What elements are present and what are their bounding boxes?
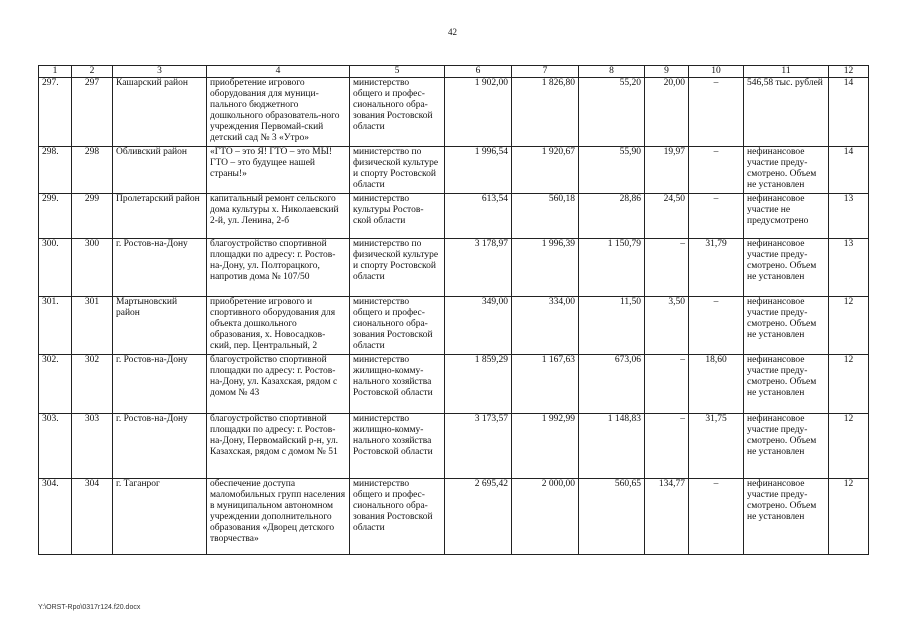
description-cell: обеспечение доступа маломобильных групп населения в муниципальном автономном учреждении дополнительного образования «Дворец детского творчества» bbox=[207, 479, 350, 555]
table-row bbox=[39, 355, 869, 414]
amount-other-cell: 31,75 bbox=[689, 414, 744, 479]
rank-cell: 12 bbox=[829, 355, 869, 414]
nonfinancial-cell: нефинансовое участие преду-смотрено. Объем не установлен bbox=[744, 479, 829, 555]
description-cell: благоустройство спортивной площадки по адресу: г. Ростов-на-Дону, ул. Полторацкого, напротив дома № 107/50 bbox=[207, 239, 350, 297]
row-number: 304. bbox=[39, 479, 72, 555]
amount-extra-cell: – bbox=[645, 239, 689, 297]
amount-local-cell: 1 150,79 bbox=[579, 239, 645, 297]
amount-regional-cell: 1 167,63 bbox=[512, 355, 579, 414]
amount-total-cell: 3 178,97 bbox=[445, 239, 512, 297]
column-header: 8 bbox=[579, 66, 645, 78]
amount-local-cell: 55,90 bbox=[579, 147, 645, 194]
projects-table bbox=[38, 65, 869, 555]
row-number: 298. bbox=[39, 147, 72, 194]
row-id: 301 bbox=[72, 297, 113, 355]
table-row bbox=[39, 414, 869, 479]
amount-other-cell: – bbox=[689, 78, 744, 147]
amount-regional-cell: 2 000,00 bbox=[512, 479, 579, 555]
amount-total-cell: 2 695,42 bbox=[445, 479, 512, 555]
nonfinancial-cell: 546,58 тыс. рублей bbox=[744, 78, 829, 147]
row-number: 299. bbox=[39, 194, 72, 239]
amount-total-cell: 349,00 bbox=[445, 297, 512, 355]
amount-extra-cell: 24,50 bbox=[645, 194, 689, 239]
amount-total-cell: 1 902,00 bbox=[445, 78, 512, 147]
district-cell: Пролетарский район bbox=[113, 194, 207, 239]
column-header: 10 bbox=[689, 66, 744, 78]
row-id: 302 bbox=[72, 355, 113, 414]
table-row bbox=[39, 194, 869, 239]
nonfinancial-cell: нефинансовое участие преду-смотрено. Объем не установлен bbox=[744, 414, 829, 479]
rank-cell: 14 bbox=[829, 78, 869, 147]
row-id: 300 bbox=[72, 239, 113, 297]
amount-other-cell: – bbox=[689, 194, 744, 239]
amount-extra-cell: – bbox=[645, 414, 689, 479]
column-header: 12 bbox=[829, 66, 869, 78]
amount-local-cell: 11,50 bbox=[579, 297, 645, 355]
amount-extra-cell: 20,00 bbox=[645, 78, 689, 147]
amount-regional-cell: 1 920,67 bbox=[512, 147, 579, 194]
column-header: 9 bbox=[645, 66, 689, 78]
table-row bbox=[39, 479, 869, 555]
amount-extra-cell: 134,77 bbox=[645, 479, 689, 555]
row-id: 299 bbox=[72, 194, 113, 239]
ministry-cell: министерство по физической культуре и спорту Ростовской области bbox=[350, 239, 445, 297]
amount-local-cell: 55,20 bbox=[579, 78, 645, 147]
rank-cell: 13 bbox=[829, 194, 869, 239]
ministry-cell: министерство общего и профес-сионального обра-зования Ростовской области bbox=[350, 479, 445, 555]
amount-total-cell: 3 173,57 bbox=[445, 414, 512, 479]
header-row bbox=[39, 66, 869, 78]
file-path-footer: Y:\ORST-Rpo\0317r124.f20.docx bbox=[38, 604, 141, 611]
table-row bbox=[39, 78, 869, 147]
description-cell: «ГТО – это Я! ГТО – это МЫ! ГТО – это будущее нашей страны!» bbox=[207, 147, 350, 194]
amount-regional-cell: 1 992,99 bbox=[512, 414, 579, 479]
column-header: 5 bbox=[350, 66, 445, 78]
page-number: 42 bbox=[448, 27, 457, 37]
rank-cell: 12 bbox=[829, 414, 869, 479]
amount-total-cell: 613,54 bbox=[445, 194, 512, 239]
nonfinancial-cell: нефинансовое участие не предусмотрено bbox=[744, 194, 829, 239]
description-cell: благоустройство спортивной площадки по адресу: г. Ростов-на-Дону, ул. Казахская, рядом с домом № 43 bbox=[207, 355, 350, 414]
nonfinancial-cell: нефинансовое участие преду-смотрено. Объем не установлен bbox=[744, 239, 829, 297]
ministry-cell: министерство жилищно-комму-нального хозяйства Ростовской области bbox=[350, 414, 445, 479]
table-row bbox=[39, 239, 869, 297]
column-header: 6 bbox=[445, 66, 512, 78]
ministry-cell: министерство общего и профес-сионального обра-зования Ростовской области bbox=[350, 78, 445, 147]
rank-cell: 14 bbox=[829, 147, 869, 194]
amount-regional-cell: 560,18 bbox=[512, 194, 579, 239]
district-cell: Мартыновский район bbox=[113, 297, 207, 355]
row-id: 303 bbox=[72, 414, 113, 479]
amount-total-cell: 1 859,29 bbox=[445, 355, 512, 414]
amount-local-cell: 1 148,83 bbox=[579, 414, 645, 479]
row-number: 297. bbox=[39, 78, 72, 147]
row-number: 303. bbox=[39, 414, 72, 479]
district-cell: г. Ростов-на-Дону bbox=[113, 239, 207, 297]
amount-extra-cell: 3,50 bbox=[645, 297, 689, 355]
district-cell: Обливский район bbox=[113, 147, 207, 194]
description-cell: благоустройство спортивной площадки по адресу: г. Ростов-на-Дону, Первомайский р-н, ул. Казахская, рядом с домом № 51 bbox=[207, 414, 350, 479]
nonfinancial-cell: нефинансовое участие преду-смотрено. Объем не установлен bbox=[744, 297, 829, 355]
rank-cell: 13 bbox=[829, 239, 869, 297]
amount-other-cell: 31,79 bbox=[689, 239, 744, 297]
description-cell: приобретение игрового и спортивного оборудования для объекта дошкольного образования, х. Новосадков-ский, пер. Центральный, 2 bbox=[207, 297, 350, 355]
rank-cell: 12 bbox=[829, 479, 869, 555]
table-row bbox=[39, 297, 869, 355]
district-cell: г. Таганрог bbox=[113, 479, 207, 555]
row-id: 304 bbox=[72, 479, 113, 555]
ministry-cell: министерство культуры Ростов-ской области bbox=[350, 194, 445, 239]
row-id: 298 bbox=[72, 147, 113, 194]
amount-regional-cell: 1 826,80 bbox=[512, 78, 579, 147]
row-number: 301. bbox=[39, 297, 72, 355]
amount-extra-cell: – bbox=[645, 355, 689, 414]
column-header: 3 bbox=[113, 66, 207, 78]
ministry-cell: министерство общего и профес-сионального обра-зования Ростовской области bbox=[350, 297, 445, 355]
nonfinancial-cell: нефинансовое участие преду-смотрено. Объем не установлен bbox=[744, 147, 829, 194]
table-row bbox=[39, 147, 869, 194]
column-header: 4 bbox=[207, 66, 350, 78]
table-body bbox=[39, 78, 869, 555]
amount-local-cell: 560,65 bbox=[579, 479, 645, 555]
row-number: 302. bbox=[39, 355, 72, 414]
amount-other-cell: – bbox=[689, 479, 744, 555]
column-header: 11 bbox=[744, 66, 829, 78]
column-header: 7 bbox=[512, 66, 579, 78]
amount-regional-cell: 1 996,39 bbox=[512, 239, 579, 297]
ministry-cell: министерство по физической культуре и спорту Ростовской области bbox=[350, 147, 445, 194]
amount-other-cell: – bbox=[689, 297, 744, 355]
amount-other-cell: – bbox=[689, 147, 744, 194]
amount-local-cell: 28,86 bbox=[579, 194, 645, 239]
row-number: 300. bbox=[39, 239, 72, 297]
column-header: 2 bbox=[72, 66, 113, 78]
district-cell: г. Ростов-на-Дону bbox=[113, 414, 207, 479]
description-cell: капитальный ремонт сельского дома культуры х. Николаевский 2-й, ул. Ленина, 2-б bbox=[207, 194, 350, 239]
nonfinancial-cell: нефинансовое участие преду-смотрено. Объем не установлен bbox=[744, 355, 829, 414]
column-header: 1 bbox=[39, 66, 72, 78]
district-cell: г. Ростов-на-Дону bbox=[113, 355, 207, 414]
amount-extra-cell: 19,97 bbox=[645, 147, 689, 194]
district-cell: Кашарский район bbox=[113, 78, 207, 147]
ministry-cell: министерство жилищно-комму-нального хозяйства Ростовской области bbox=[350, 355, 445, 414]
amount-local-cell: 673,06 bbox=[579, 355, 645, 414]
description-cell: приобретение игрового оборудования для муници-пального бюджетного дошкольного образователь-ного учреждения Первомай-ский детский сад № 3 «Утро» bbox=[207, 78, 350, 147]
row-id: 297 bbox=[72, 78, 113, 147]
amount-other-cell: 18,60 bbox=[689, 355, 744, 414]
amount-total-cell: 1 996,54 bbox=[445, 147, 512, 194]
rank-cell: 12 bbox=[829, 297, 869, 355]
amount-regional-cell: 334,00 bbox=[512, 297, 579, 355]
